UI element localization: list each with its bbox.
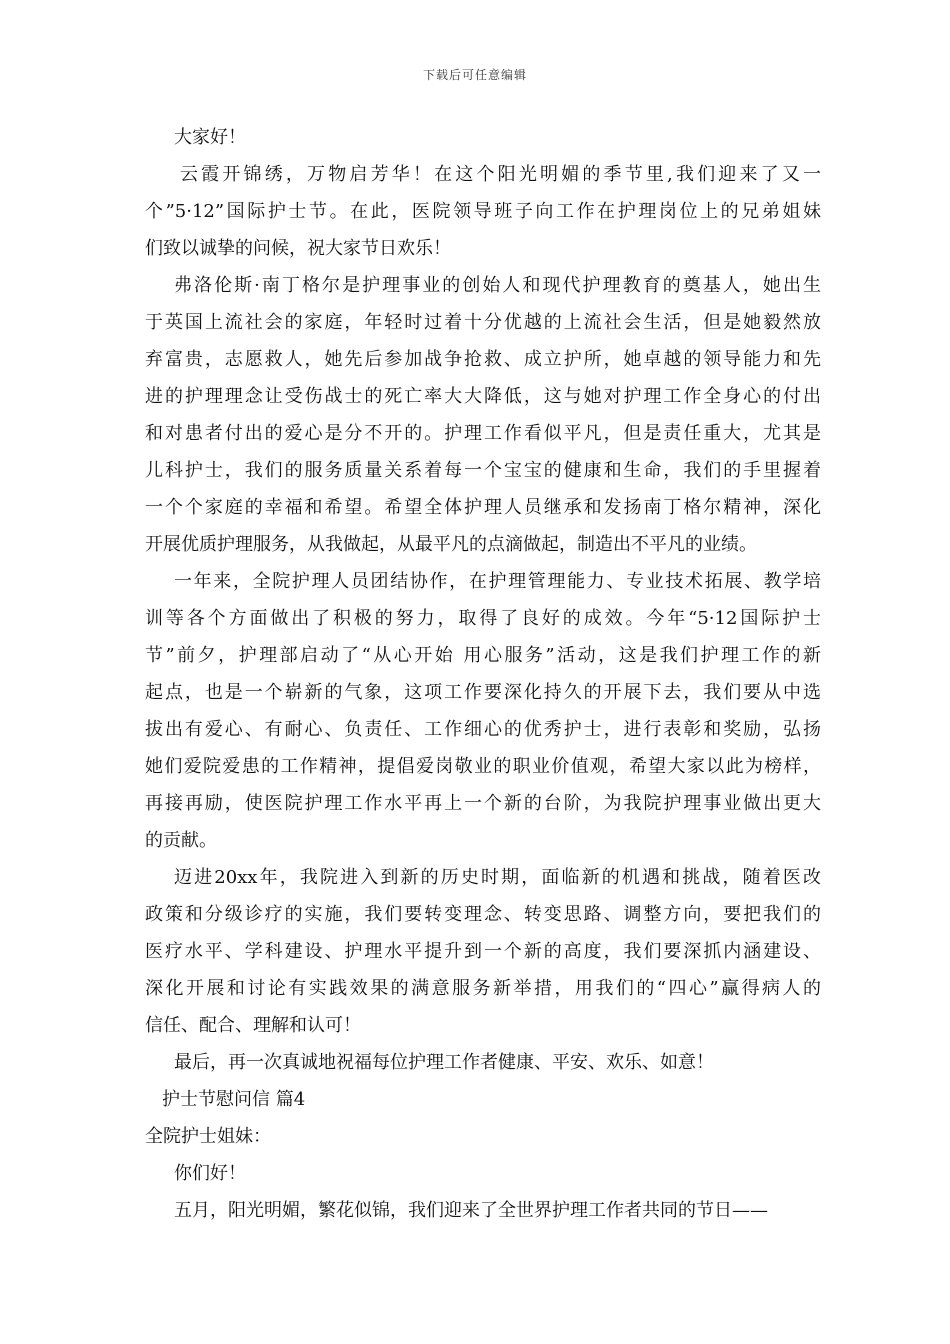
paragraph-line: 于英国上流社会的家庭，年轻时过着十分优越的上流社会生活，但是她毅然放 <box>145 312 821 333</box>
paragraph-line: 她们爱院爱患的工作精神，提倡爱岗敬业的职业价值观，希望大家以此为榜样， <box>145 756 821 777</box>
paragraph-line: 节”前夕，护理部启动了“从心开始 用心服务”活动，这是我们护理工作的新 <box>145 645 821 666</box>
paragraph-line: 们致以诚挚的问候，祝大家节日欢乐！ <box>145 238 451 259</box>
paragraph-line: 再接再励，使医院护理工作水平再上一个新的台阶，为我院护理事业做出更大 <box>145 793 821 814</box>
page-header: 下载后可任意编辑 <box>422 68 527 82</box>
paragraph-line: 云霞开锦绣，万物启芳华！在这个阳光明媚的季节里,我们迎来了又一 <box>180 164 821 185</box>
paragraph-line: 信任、配合、理解和认可！ <box>145 1015 361 1036</box>
paragraph-line: 起点，也是一个崭新的气象，这项工作要深化持久的开展下去，我们要从中选 <box>145 682 821 703</box>
paragraph-line: 最后，再一次真诚地祝福每位护理工作者健康、平安、欢乐、如意！ <box>174 1052 714 1073</box>
paragraph-line: 和对患者付出的爱心是分不开的。护理工作看似平凡，但是责任重大，尤其是 <box>145 423 821 444</box>
paragraph-line: 一个个家庭的幸福和希望。希望全体护理人员继承和发扬南丁格尔精神，深化 <box>145 497 821 518</box>
paragraph-line: 弃富贵，志愿救人，她先后参加战争抢救、成立护所，她卓越的领导能力和先 <box>145 349 821 370</box>
greeting-line: 大家好！ <box>174 127 246 148</box>
paragraph-line: 医疗水平、学科建设、护理水平提升到一个新的高度，我们要深抓内涵建设、 <box>145 941 821 962</box>
paragraph-line: 拔出有爱心、有耐心、负责任、工作细心的优秀护士，进行表彰和奖励，弘扬 <box>145 719 821 740</box>
paragraph-line: 迈进20xx年，我院进入到新的历史时期，面临新的机遇和挑战，随着医改 <box>174 867 821 888</box>
paragraph-line: 政策和分级诊疗的实施，我们要转变理念、转变思路、调整方向，要把我们的 <box>145 904 821 925</box>
paragraph-line: 儿科护士，我们的服务质量关系着每一个宝宝的健康和生命，我们的手里握着 <box>145 460 821 481</box>
section-heading: 护士节慰问信 篇4 <box>162 1089 306 1110</box>
greeting-line: 你们好！ <box>174 1163 246 1184</box>
paragraph-line: 一年来，全院护理人员团结协作，在护理管理能力、专业技术拓展、教学培 <box>174 571 821 592</box>
paragraph-line: 弗洛伦斯·南丁格尔是护理事业的创始人和现代护理教育的奠基人，她出生 <box>174 275 821 296</box>
salutation-line: 全院护士姐妹： <box>145 1126 271 1147</box>
paragraph-line: 进的护理理念让受伤战士的死亡率大大降低，这与她对护理工作全身心的付出 <box>145 386 821 407</box>
document-body <box>145 119 821 1229</box>
paragraph-line: 五月，阳光明媚，繁花似锦，我们迎来了全世界护理工作者共同的节日—— <box>174 1200 768 1221</box>
paragraph-line: 的贡献。 <box>145 830 217 851</box>
paragraph-line: 开展优质护理服务，从我做起，从最平凡的点滴做起，制造出不平凡的业绩。 <box>145 534 757 555</box>
paragraph-line: 训等各个方面做出了积极的努力，取得了良好的成效。今年“5·12国际护士 <box>145 608 821 629</box>
paragraph-line: 深化开展和讨论有实践效果的满意服务新举措，用我们的“四心”赢得病人的 <box>145 978 821 999</box>
paragraph-line: 个”5·12”国际护士节。在此，医院领导班子向工作在护理岗位上的兄弟姐妹 <box>145 201 821 222</box>
